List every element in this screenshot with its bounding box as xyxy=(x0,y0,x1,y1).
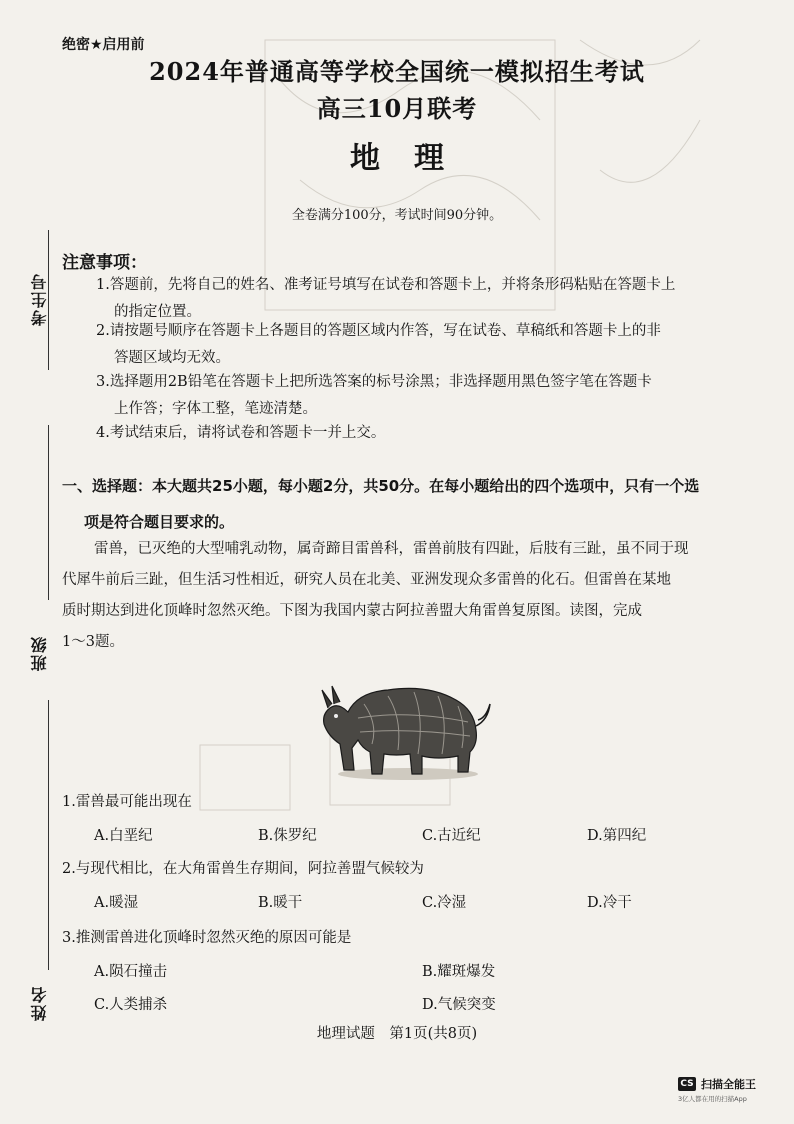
notice-item xyxy=(96,420,736,447)
question-stem: 1.雷兽最可能出现在 xyxy=(62,794,192,810)
notice-text: 答题区域均无效。 xyxy=(114,350,230,366)
exam-number-label: 考生号 xyxy=(30,272,49,326)
class-label: 班级 xyxy=(30,635,49,671)
notice-item xyxy=(96,369,736,423)
option-b[interactable]: B.侏罗纪 xyxy=(258,828,317,844)
binding-line xyxy=(48,700,49,970)
scanner-logo xyxy=(678,1076,756,1092)
option-b[interactable]: B.暖干 xyxy=(258,895,303,911)
reading-passage xyxy=(62,534,742,658)
scanner-tagline: 3亿人都在用的扫描App xyxy=(678,1095,747,1103)
question-stem: 2.与现代相比，在大角雷兽生存期间，阿拉善盟气候较为 xyxy=(62,861,424,877)
student-name-label: 姓名 xyxy=(30,985,49,1021)
cs-badge-icon: CS xyxy=(678,1077,696,1091)
option-c[interactable]: C.古近纪 xyxy=(422,828,481,844)
option-a[interactable]: A.暖湿 xyxy=(94,895,139,911)
scanner-name: 扫描全能王 xyxy=(701,1078,756,1091)
option-d[interactable]: D.第四纪 xyxy=(587,828,647,844)
option-d[interactable]: D.气候突变 xyxy=(422,997,496,1013)
exam-subtitle: 高三10月联考 xyxy=(316,94,478,123)
notice-item xyxy=(96,318,736,372)
brontothere-illustration xyxy=(318,674,494,786)
notice-text: 4.考试结束后，请将试卷和答题卡一并上交。 xyxy=(96,425,386,441)
notice-text: 1.答题前，先将自己的姓名、准考证号填写在试卷和答题卡上，并将条形码粘贴在答题卡上 xyxy=(96,277,676,293)
passage-line: 质时期达到进化顶峰时忽然灭绝。下图为我国内蒙古阿拉善盟大角雷兽复原图。读图，完成 xyxy=(62,603,642,619)
confidential-mark: 绝密★启用前 xyxy=(62,37,145,53)
notice-heading: 注意事项： xyxy=(62,253,147,273)
option-a[interactable]: A.白垩纪 xyxy=(94,828,153,844)
notice-text: 2.请按题号顺序在答题卡上各题目的答题区域内作答，写在试卷、草稿纸和答题卡上的非 xyxy=(96,323,661,339)
passage-line: 1～3题。 xyxy=(62,634,124,650)
passage-line: 雷兽，已灭绝的大型哺乳动物，属奇蹄目雷兽科，雷兽前肢有四趾，后肢有三趾，虽不同于现 xyxy=(94,541,689,557)
section-text: 项是符合题目要求的。 xyxy=(84,513,235,531)
subject-title: 地理 xyxy=(350,141,478,176)
option-d[interactable]: D.冷干 xyxy=(587,895,632,911)
section-heading xyxy=(62,468,752,540)
question-stem: 3.推测雷兽进化顶峰时忽然灭绝的原因可能是 xyxy=(62,930,352,946)
section-text: 一、选择题：本大题共25小题，每小题2分，共50分。在每小题给出的四个选项中，只有一个选 xyxy=(62,477,700,495)
option-c[interactable]: C.冷湿 xyxy=(422,895,467,911)
passage-line: 代犀牛前后三趾，但生活习性相近，研究人员在北美、亚洲发现众多雷兽的化石。但雷兽在某地 xyxy=(62,572,671,588)
score-info: 全卷满分100分，考试时间90分钟。 xyxy=(291,208,503,223)
option-a[interactable]: A.陨石撞击 xyxy=(94,964,168,980)
exam-title: 2024年普通高等学校全国统一模拟招生考试 xyxy=(149,57,645,86)
notice-text: 的指定位置。 xyxy=(114,304,201,320)
page-footer: 地理试题 第1页(共8页) xyxy=(316,1026,478,1042)
option-b[interactable]: B.耀斑爆发 xyxy=(422,964,496,980)
option-c[interactable]: C.人类捕杀 xyxy=(94,997,168,1013)
notice-text: 3.选择题用2B铅笔在答题卡上把所选答案的标号涂黑；非选择题用黑色签字笔在答题卡 xyxy=(96,374,652,390)
binding-line xyxy=(48,425,49,600)
notice-text: 上作答；字体工整，笔迹清楚。 xyxy=(114,401,317,417)
